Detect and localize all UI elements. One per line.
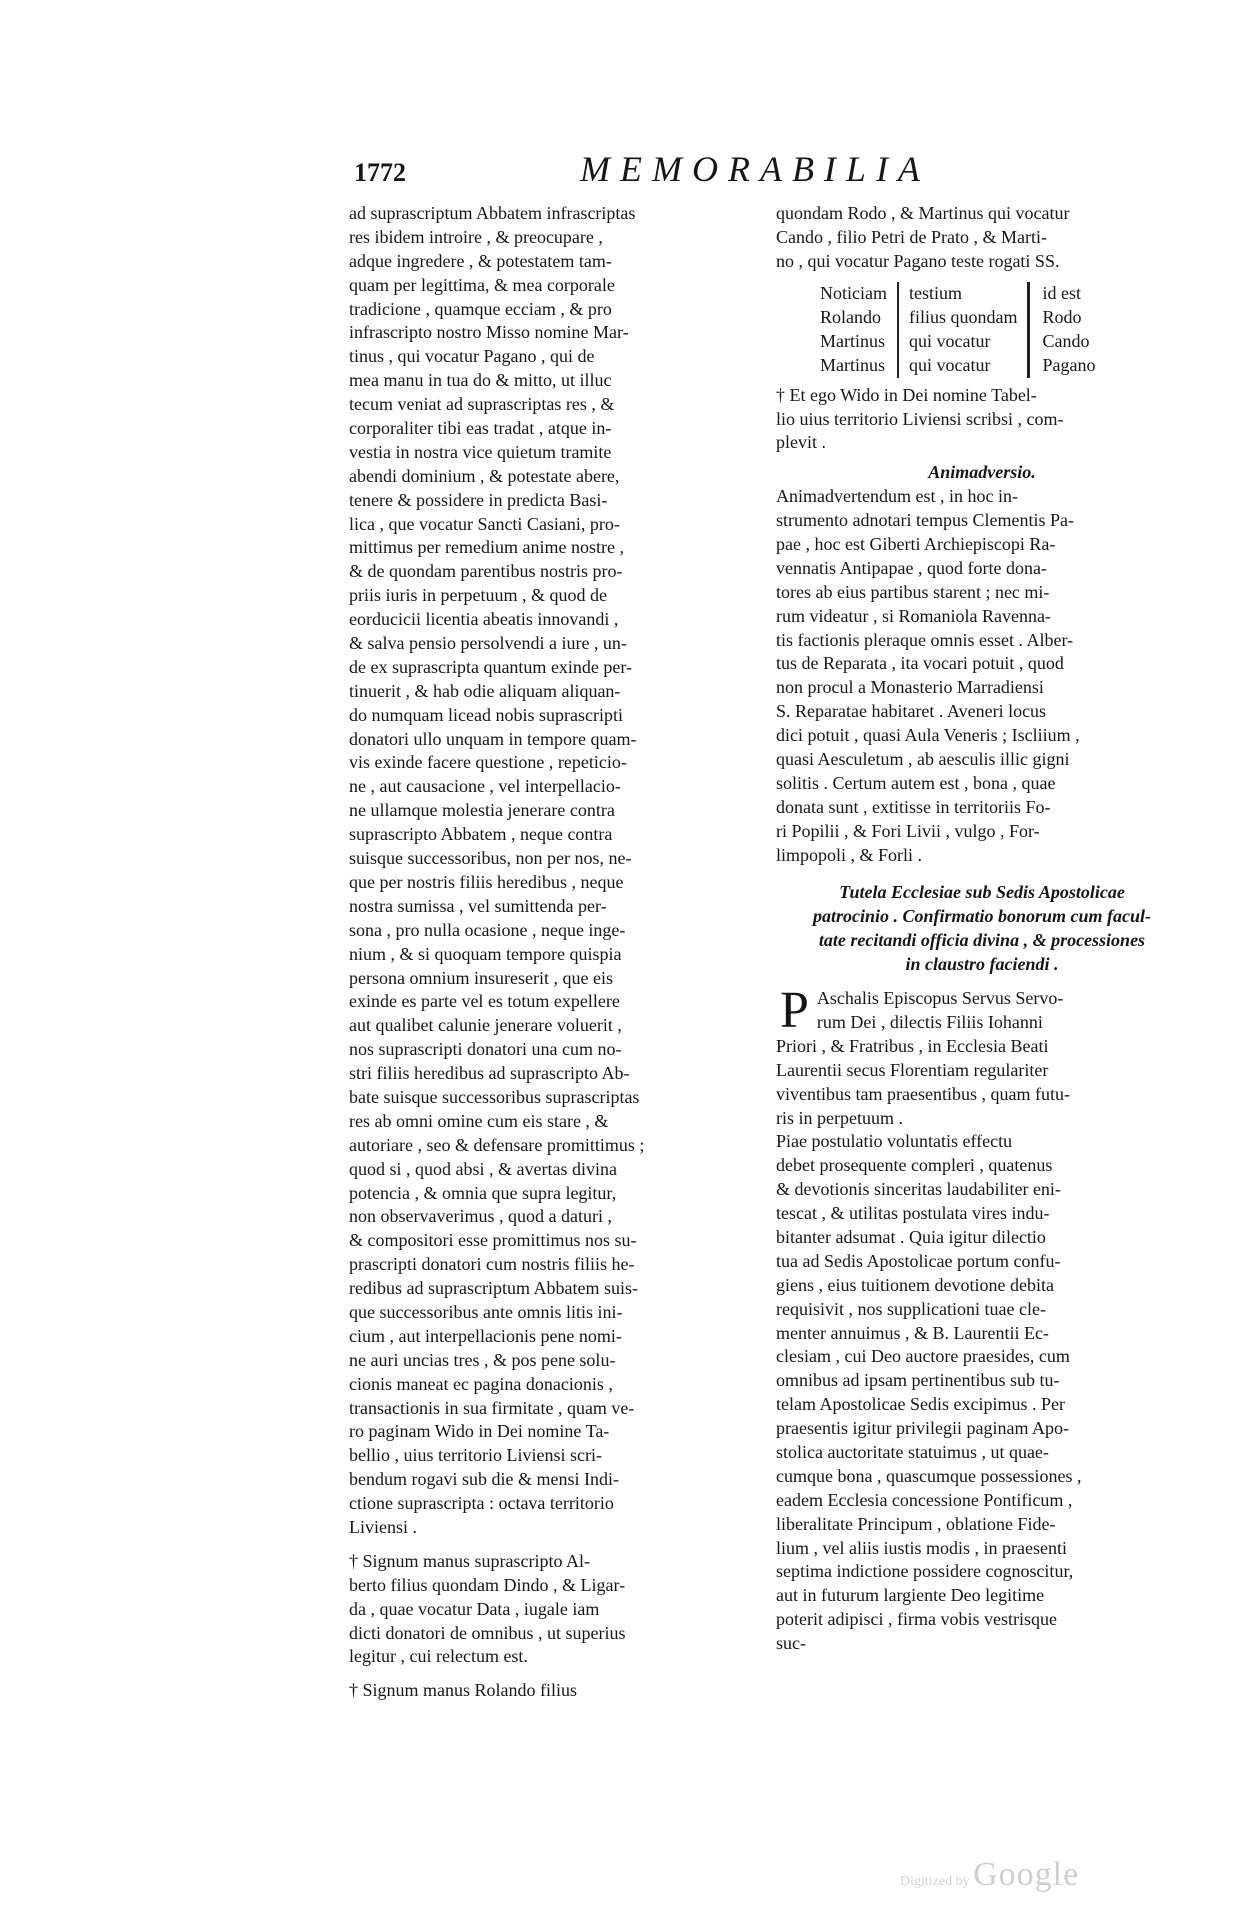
text-line: aut qualibet calunie jenerare voluerit ,	[349, 1015, 622, 1036]
text-line: no , qui vocatur Pagano teste rogati SS.	[776, 250, 1060, 271]
text-line: de ex suprascripta quantum exinde per-	[349, 656, 633, 677]
drop-cap: P	[780, 982, 809, 1040]
text-line: que successoribus ante omnis litis ini-	[349, 1301, 623, 1322]
text-line: Piae postulatio voluntatis effectu	[776, 1131, 1013, 1152]
witness-row	[796, 306, 1105, 330]
text-line: bate suisque successoribus suprascriptas	[349, 1086, 640, 1107]
text-line: vestia in nostra vice quietum tramite	[349, 441, 612, 462]
text-line: strumento adnotari tempus Clementis Pa-	[776, 510, 1074, 531]
text-line: lio uius territorio Liviensi scribsi , com-	[776, 408, 1064, 429]
text-line: cium , aut interpellacionis pene nomi-	[349, 1325, 622, 1346]
signature-alberto	[349, 1550, 749, 1669]
text-line: cumque bona , quascumque possessiones ,	[776, 1465, 1082, 1486]
text-line: nos suprascripti donatori una cum no-	[349, 1039, 622, 1060]
text-line: tinuerit , & hab odie aliquam aliquan-	[349, 680, 621, 701]
text-line: solitis . Certum autem est , bona , quae	[776, 772, 1056, 793]
text-line: quondam Rodo , & Martinus qui vocatur	[776, 203, 1070, 223]
text-line: Priori , & Fratribus , in Ecclesia Beati	[776, 1035, 1049, 1056]
text-line: adque ingredere , & potestatem tam-	[349, 250, 612, 271]
text-line: sona , pro nulla ocasione , neque inge-	[349, 919, 626, 940]
left-column	[349, 202, 749, 1703]
signature-line: legitur , cui relectum est.	[349, 1646, 528, 1667]
text-line: ro paginam Wido in Dei nomine Ta-	[349, 1421, 610, 1442]
witness-cell: Martinus	[820, 354, 885, 375]
witness-cell: Rodo	[1029, 306, 1106, 330]
text-line: suc-	[776, 1633, 806, 1654]
text-line: tus de Reparata , ita vocari potuit , quod	[776, 653, 1064, 674]
section-heading-line: tate recitandi officia divina , & processiones	[818, 930, 1146, 951]
witness-cell: filius quondam	[898, 306, 1029, 330]
witness-table	[796, 282, 1105, 378]
text-line: potencia , & omnia que supra legitur,	[349, 1182, 617, 1203]
witness-cell: id est	[1029, 282, 1106, 306]
witness-cell: Pagano	[1029, 354, 1106, 378]
text-line: tua ad Sedis Apostolicae portum confu-	[776, 1250, 1061, 1271]
text-line: dici potuit , quasi Aula Veneris ; Iscliium ,	[776, 725, 1080, 746]
text-line: omnibus ad ipsam pertinentibus sub tu-	[776, 1370, 1060, 1391]
signature-line: dicti donatori de omnibus , ut superius	[349, 1622, 626, 1643]
text-line: autoriare , seo & defensare promittimus ;	[349, 1134, 645, 1155]
text-line: infrascripto nostro Misso nomine Mar-	[349, 322, 629, 343]
text-line: ne , aut causacione , vel interpellacio-	[349, 776, 621, 797]
text-line: mea manu in tua do & mitto, ut illuc	[349, 370, 612, 391]
text-line: stolica auctoritate statuimus , ut quae-	[776, 1442, 1049, 1463]
notary-subscription	[776, 384, 1188, 456]
text-line: exinde es parte vel es totum expellere	[349, 991, 620, 1012]
text-line: S. Reparatae habitaret . Aveneri locus	[776, 701, 1047, 722]
watermark-prefix: Digitized by	[900, 1874, 970, 1889]
text-line: bellio , uius territorio Liviensi scri-	[349, 1445, 602, 1466]
witness-cell: Noticiam	[820, 282, 887, 303]
witness-cell: qui vocatur	[898, 330, 1029, 354]
text-line: † Et ego Wido in Dei nomine Tabel-	[776, 384, 1037, 405]
text-line: res ibidem introire , & preocupare ,	[349, 226, 603, 247]
text-line: ri Popilii , & Fori Livii , vulgo , For-	[776, 820, 1040, 841]
text-line: suisque successoribus, non per nos, ne-	[349, 848, 632, 869]
witness-cell: Cando	[1029, 330, 1106, 354]
text-line: & de quondam parentibus nostris pro-	[349, 561, 623, 582]
section-heading-line: patrocinio . Confirmatio bonorum cum facul-	[812, 906, 1152, 927]
text-line: plevit .	[776, 432, 826, 453]
text-line: stri filiis heredibus ad suprascripto Ab-	[349, 1063, 630, 1084]
witness-cell: Martinus	[820, 330, 885, 351]
witness-row	[796, 354, 1105, 378]
running-title: MEMORABILIA	[580, 149, 930, 189]
text-line: aut in futurum largiente Deo legitime	[776, 1585, 1045, 1606]
text-line: eorducicii licentia abeatis innovandi ,	[349, 609, 619, 630]
witness-cell: testium	[898, 282, 1029, 306]
text-line: debet prosequente compleri , quatenus	[776, 1155, 1053, 1176]
text-line: corporaliter tibi eas tradat , atque in-	[349, 418, 612, 439]
signature-line: berto filius quondam Dindo , & Ligar-	[349, 1574, 626, 1595]
papal-bull-text	[776, 982, 1188, 1656]
text-line: vennatis Antipapae , quod forte dona-	[776, 557, 1047, 578]
signature-line: † Signum manus suprascripto Al-	[349, 1550, 590, 1571]
text-line: clesiam , cui Deo auctore praesides, cum	[776, 1346, 1070, 1367]
text-line: quasi Aesculetum , ab aesculis illic gigni	[776, 749, 1070, 770]
text-line: tescat , & utilitas postulata vires indu-	[776, 1203, 1050, 1224]
signature-rolando	[349, 1679, 749, 1703]
digitized-watermark	[900, 1856, 1079, 1894]
text-line: redibus ad suprascriptum Abbatem suis-	[349, 1278, 638, 1299]
section-heading	[776, 881, 1188, 977]
text-line: lica , que vocatur Sancti Casiani, pro-	[349, 513, 620, 534]
text-line: menter annuimus , & B. Laurentii Ec-	[776, 1322, 1049, 1343]
text-line: donata sunt , extitisse in territoriis Fo-	[776, 796, 1051, 817]
text-line: donatori ullo unquam in tempore quam-	[349, 728, 637, 749]
animadversio-text	[776, 485, 1188, 867]
text-line: mittimus per remedium anime nostre ,	[349, 537, 624, 558]
text-line: poterit adipisci , firma vobis vestrisque	[776, 1609, 1057, 1630]
text-line: Liviensi .	[349, 1516, 417, 1537]
text-line: septima indictione possidere cognoscitur,	[776, 1561, 1074, 1582]
witness-row	[796, 330, 1105, 354]
text-line: Cando , filio Petri de Prato , & Marti-	[776, 226, 1047, 247]
text-line: abendi dominium , & potestate abere,	[349, 465, 620, 486]
text-line: requisivit , nos supplicationi tuae cle-	[776, 1298, 1046, 1319]
text-line: tradicione , quamque ecciam , & pro	[349, 298, 612, 319]
text-line: telam Apostolicae Sedis excipimus . Per	[776, 1394, 1065, 1415]
text-line: lium , vel aliis iustis modis , in praesenti	[776, 1537, 1067, 1558]
text-line: ne auri uncias tres , & pos pene solu-	[349, 1349, 616, 1370]
text-line: tores ab eius partibus starent ; nec mi-	[776, 581, 1050, 602]
text-line: viventibus tam praesentibus , quam futu-	[776, 1083, 1070, 1104]
text-line: ris in perpetuum .	[776, 1107, 903, 1128]
text-line: cionis maneat ec pagina donacionis ,	[349, 1373, 613, 1394]
text-line: & compositori esse promittimus nos su-	[349, 1230, 637, 1251]
text-line: nium , & si quoquam tempore quispia	[349, 943, 622, 964]
witness-intro	[776, 202, 1188, 274]
witness-cell: qui vocatur	[898, 354, 1029, 378]
text-line: bendum rogavi sub die & mensi Indi-	[349, 1469, 619, 1490]
text-line: nostra sumissa , vel sumittenda per-	[349, 895, 607, 916]
text-line: & devotionis sinceritas laudabiliter eni-	[776, 1179, 1061, 1200]
text-line: tinus , qui vocatur Pagano , qui de	[349, 346, 595, 367]
text-line: priis iuris in perpetuum , & quod de	[349, 585, 607, 606]
text-line: giens , eius tuitionem devotione debita	[776, 1274, 1054, 1295]
section-heading-line: Tutela Ecclesiae sub Sedis Apostolicae	[839, 882, 1125, 903]
text-line: do numquam licead nobis suprascripti	[349, 704, 623, 725]
text-line: non observaverimus , quod a daturi ,	[349, 1206, 612, 1227]
text-line: pae , hoc est Giberti Archiepiscopi Ra-	[776, 534, 1056, 555]
text-line: ctione suprascripta : octava territorio	[349, 1493, 614, 1514]
text-line: quod si , quod absi , & avertas divina	[349, 1158, 617, 1179]
text-line: liberalitate Principum , oblatione Fide-	[776, 1513, 1056, 1534]
left-column-text	[349, 202, 749, 1540]
animadversio-heading: Animadversio.	[928, 462, 1036, 483]
text-line: non procul a Monasterio Marradiensi	[776, 677, 1044, 698]
text-line: & salva pensio persolvendi a iure , un-	[349, 633, 627, 654]
right-column	[776, 202, 1188, 1656]
text-line: quam per legittima, & mea corporale	[349, 274, 615, 295]
text-line: tis factionis pleraque omnis esset . Alber-	[776, 629, 1074, 650]
text-line: transactionis in sua firmitate , quam ve-	[349, 1397, 635, 1418]
text-line: persona omnium insureserit , que eis	[349, 967, 613, 988]
text-line: limpopoli , & Forli .	[776, 844, 923, 865]
text-line: que per nostris filiis heredibus , neque	[349, 871, 624, 892]
signature-line: † Signum manus Rolando filius	[349, 1680, 578, 1701]
text-line: tenere & possidere in predicta Basi-	[349, 489, 608, 510]
text-line: rum videatur , si Romaniola Ravenna-	[776, 605, 1051, 626]
text-line: ne ullamque molestia jenerare contra	[349, 800, 615, 821]
text-line: ad suprascriptum Abbatem infrascriptas	[349, 203, 636, 223]
page-number: 1772	[354, 158, 406, 187]
text-line: res ab omni omine cum eis stare , &	[349, 1110, 609, 1131]
text-line: praesentis igitur privilegii paginam Apo-	[776, 1418, 1069, 1439]
witness-cell: Rolando	[820, 306, 881, 327]
text-line: prascripti donatori cum nostris filiis he-	[349, 1254, 635, 1275]
signature-line: da , quae vocatur Data , iugale iam	[349, 1598, 600, 1619]
text-line: rum Dei , dilectis Filiis Iohanni	[816, 1012, 1043, 1032]
text-line: tecum veniat ad suprascriptas res , &	[349, 394, 615, 415]
witness-row	[796, 282, 1105, 306]
text-line: Animadvertendum est , in hoc in-	[776, 486, 1018, 507]
google-logo: Google	[973, 1856, 1080, 1893]
text-line: Laurentii secus Florentiam regulariter	[776, 1059, 1049, 1080]
text-line: bitanter adsumat . Quia igitur dilectio	[776, 1227, 1046, 1248]
text-line: vis exinde facere questione , repeticio-	[349, 752, 627, 773]
text-line: suprascripto Abbatem , neque contra	[349, 824, 613, 845]
text-line: eadem Ecclesia concessione Pontificum ,	[776, 1489, 1073, 1510]
text-line: Aschalis Episcopus Servus Servo-	[816, 988, 1064, 1009]
section-heading-line: in claustro faciendi .	[905, 954, 1059, 975]
